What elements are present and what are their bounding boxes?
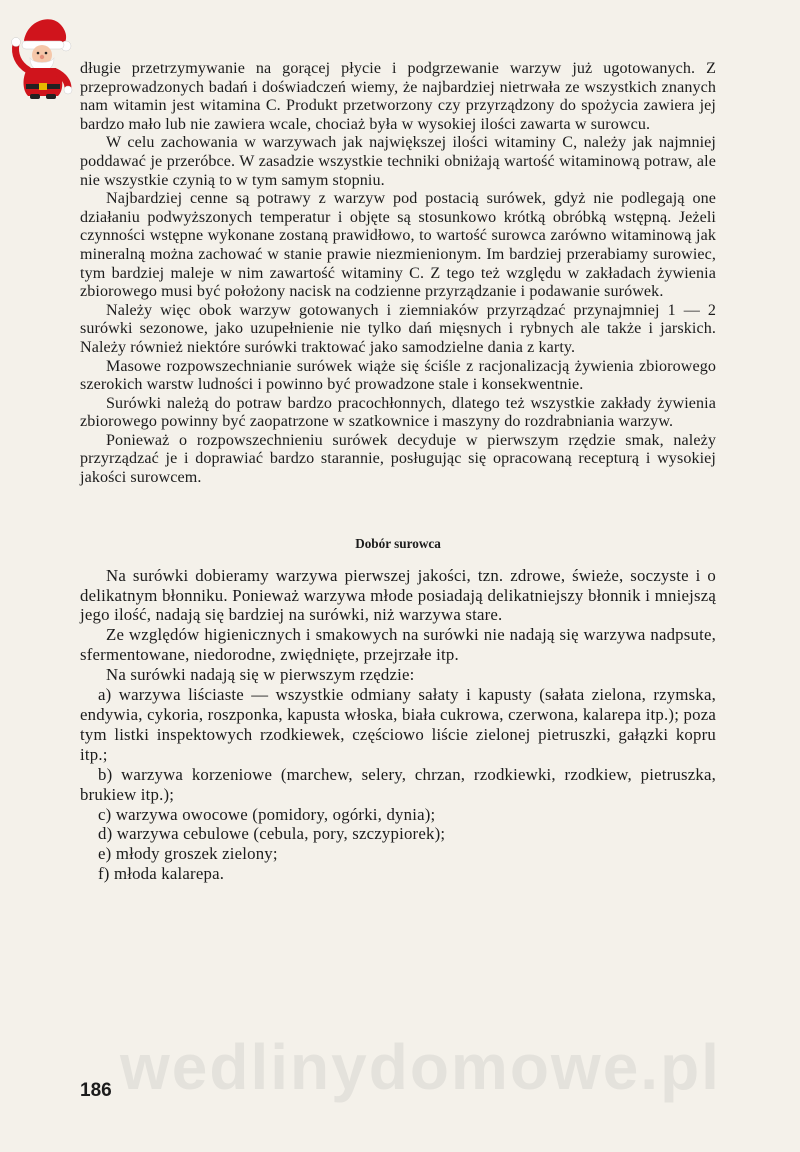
paragraph: Na surówki dobieramy warzywa pierwszej jakości, tzn. zdrowe, świeże, soczyste i o delikatnym błonniku. Ponieważ warzywa młode posiadają delikatniejszy błonnik i mniejszą jego ilość, nadają się bardziej na surówki, niż warzywa stare. — [80, 565, 716, 625]
list-item: e) młody groszek zielony; — [98, 844, 278, 864]
section-vitamin-c — [80, 60, 716, 488]
list-item: d) warzywa cebulowe (cebula, pory, szczypiorek); — [98, 824, 446, 844]
paragraph: Ponieważ o rozpowszechnieniu surówek decyduje w pierwszym rzędzie smak, należy przyrządzać je i doprawiać bardzo starannie, posługując się opracowaną recepturą i wysokiej jakości surowcem. — [80, 431, 716, 487]
paragraph: Najbardziej cenne są potrawy z warzyw pod postacią surówek, gdyż nie podlegają one działaniu podwyższonych temperatur i objęte są stosunkowo krótką obróbką wstępną. Jeżeli czynności wstępne wykonane zostaną prawidłowo, to wartość surowca zarówno witaminową jak mineralną można zachować w stanie prawie niezmienionym. Im bardziej przerabiamy surowiec, tym bardziej maleje w nim zawartość witaminy C. Z tego też względu w zakładach żywienia zbiorowego musi być położony nacisk na codzienne przyrządzanie i podawanie surówek. — [80, 190, 716, 301]
paragraph: długie przetrzymywanie na gorącej płycie i podgrzewanie warzyw już ugotowanych. Z przeprowadzonych badań i doświadczeń wiemy, że najbardziej nietrwała ze wszystkich znanych nam witamin jest witamina C. Produkt przetworzony czy przyrządzony do spożycia zawiera jej bardzo mało lub nie zawiera wcale, chociaż była w wysokiej ilości zawarta w surowcu. — [80, 60, 716, 133]
section-dobor-surowca — [80, 566, 716, 885]
page-number: 186 — [80, 1080, 112, 1101]
list-item: c) warzywa owocowe (pomidory, ogórki, dynia); — [98, 804, 436, 824]
paragraph: Należy więc obok warzyw gotowanych i ziemniaków przyrządzać przynajmniej 1 — 2 surówki sezonowe, jako uzupełnienie nie tylko dań mięsnych i rybnych ale także i jarskich. Należy również niektóre surówki traktować jako samodzielne dania z karty. — [80, 301, 716, 356]
list-item: f) młoda kalarepa. — [98, 864, 225, 884]
paragraph: Surówki należą do potraw bardzo pracochłonnych, dlatego też wszystkie zakłady żywienia zbiorowego powinny być zaopatrzone w szatkownice i maszyny do rozdrabniania warzyw. — [80, 394, 716, 431]
santa-claus-icon — [8, 10, 78, 100]
watermark-text: wedlinydomowe.pl — [120, 1031, 721, 1103]
paragraph: Na surówki nadają się w pierwszym rzędzie: — [106, 665, 415, 685]
paragraph: Ze względów higienicznych i smakowych na surówki nie nadają się warzywa nadpsute, sfermentowane, niedorodne, zwiędnięte, przejrzałe itp. — [80, 625, 716, 665]
paragraph: Masowe rozpowszechnianie surówek wiąże się ściśle z racjonalizacją żywienia zbiorowego szerokich warstw ludności i powinno być prowadzone stale i konsekwentnie. — [80, 357, 716, 394]
page-content — [80, 60, 716, 884]
list-item: b) warzywa korzeniowe (marchew, selery, chrzan, rzodkiewki, rzodkiew, pietruszka, brukiew itp.); — [80, 764, 716, 804]
list-item: a) warzywa liściaste — wszystkie odmiany sałaty i kapusty (sałata zielona, rzymska, endywia, cykoria, roszponka, kapusta włoska, biała cukrowa, czerwona, kalarepa itp.); poza tym listki inspektowych rzodkiewek, częściowo liście zielonej pietruszki, gałązki kopru itp.; — [80, 685, 716, 764]
section-heading: Dobór surowca — [355, 535, 441, 551]
paragraph: W celu zachowania w warzywach jak największej ilości witaminy C, należy jak najmniej poddawać je przeróbce. W zasadzie wszystkie techniki obniżają wartość witaminową potraw, ale nie wszystkie czynią to w tym samym stopniu. — [80, 134, 716, 189]
